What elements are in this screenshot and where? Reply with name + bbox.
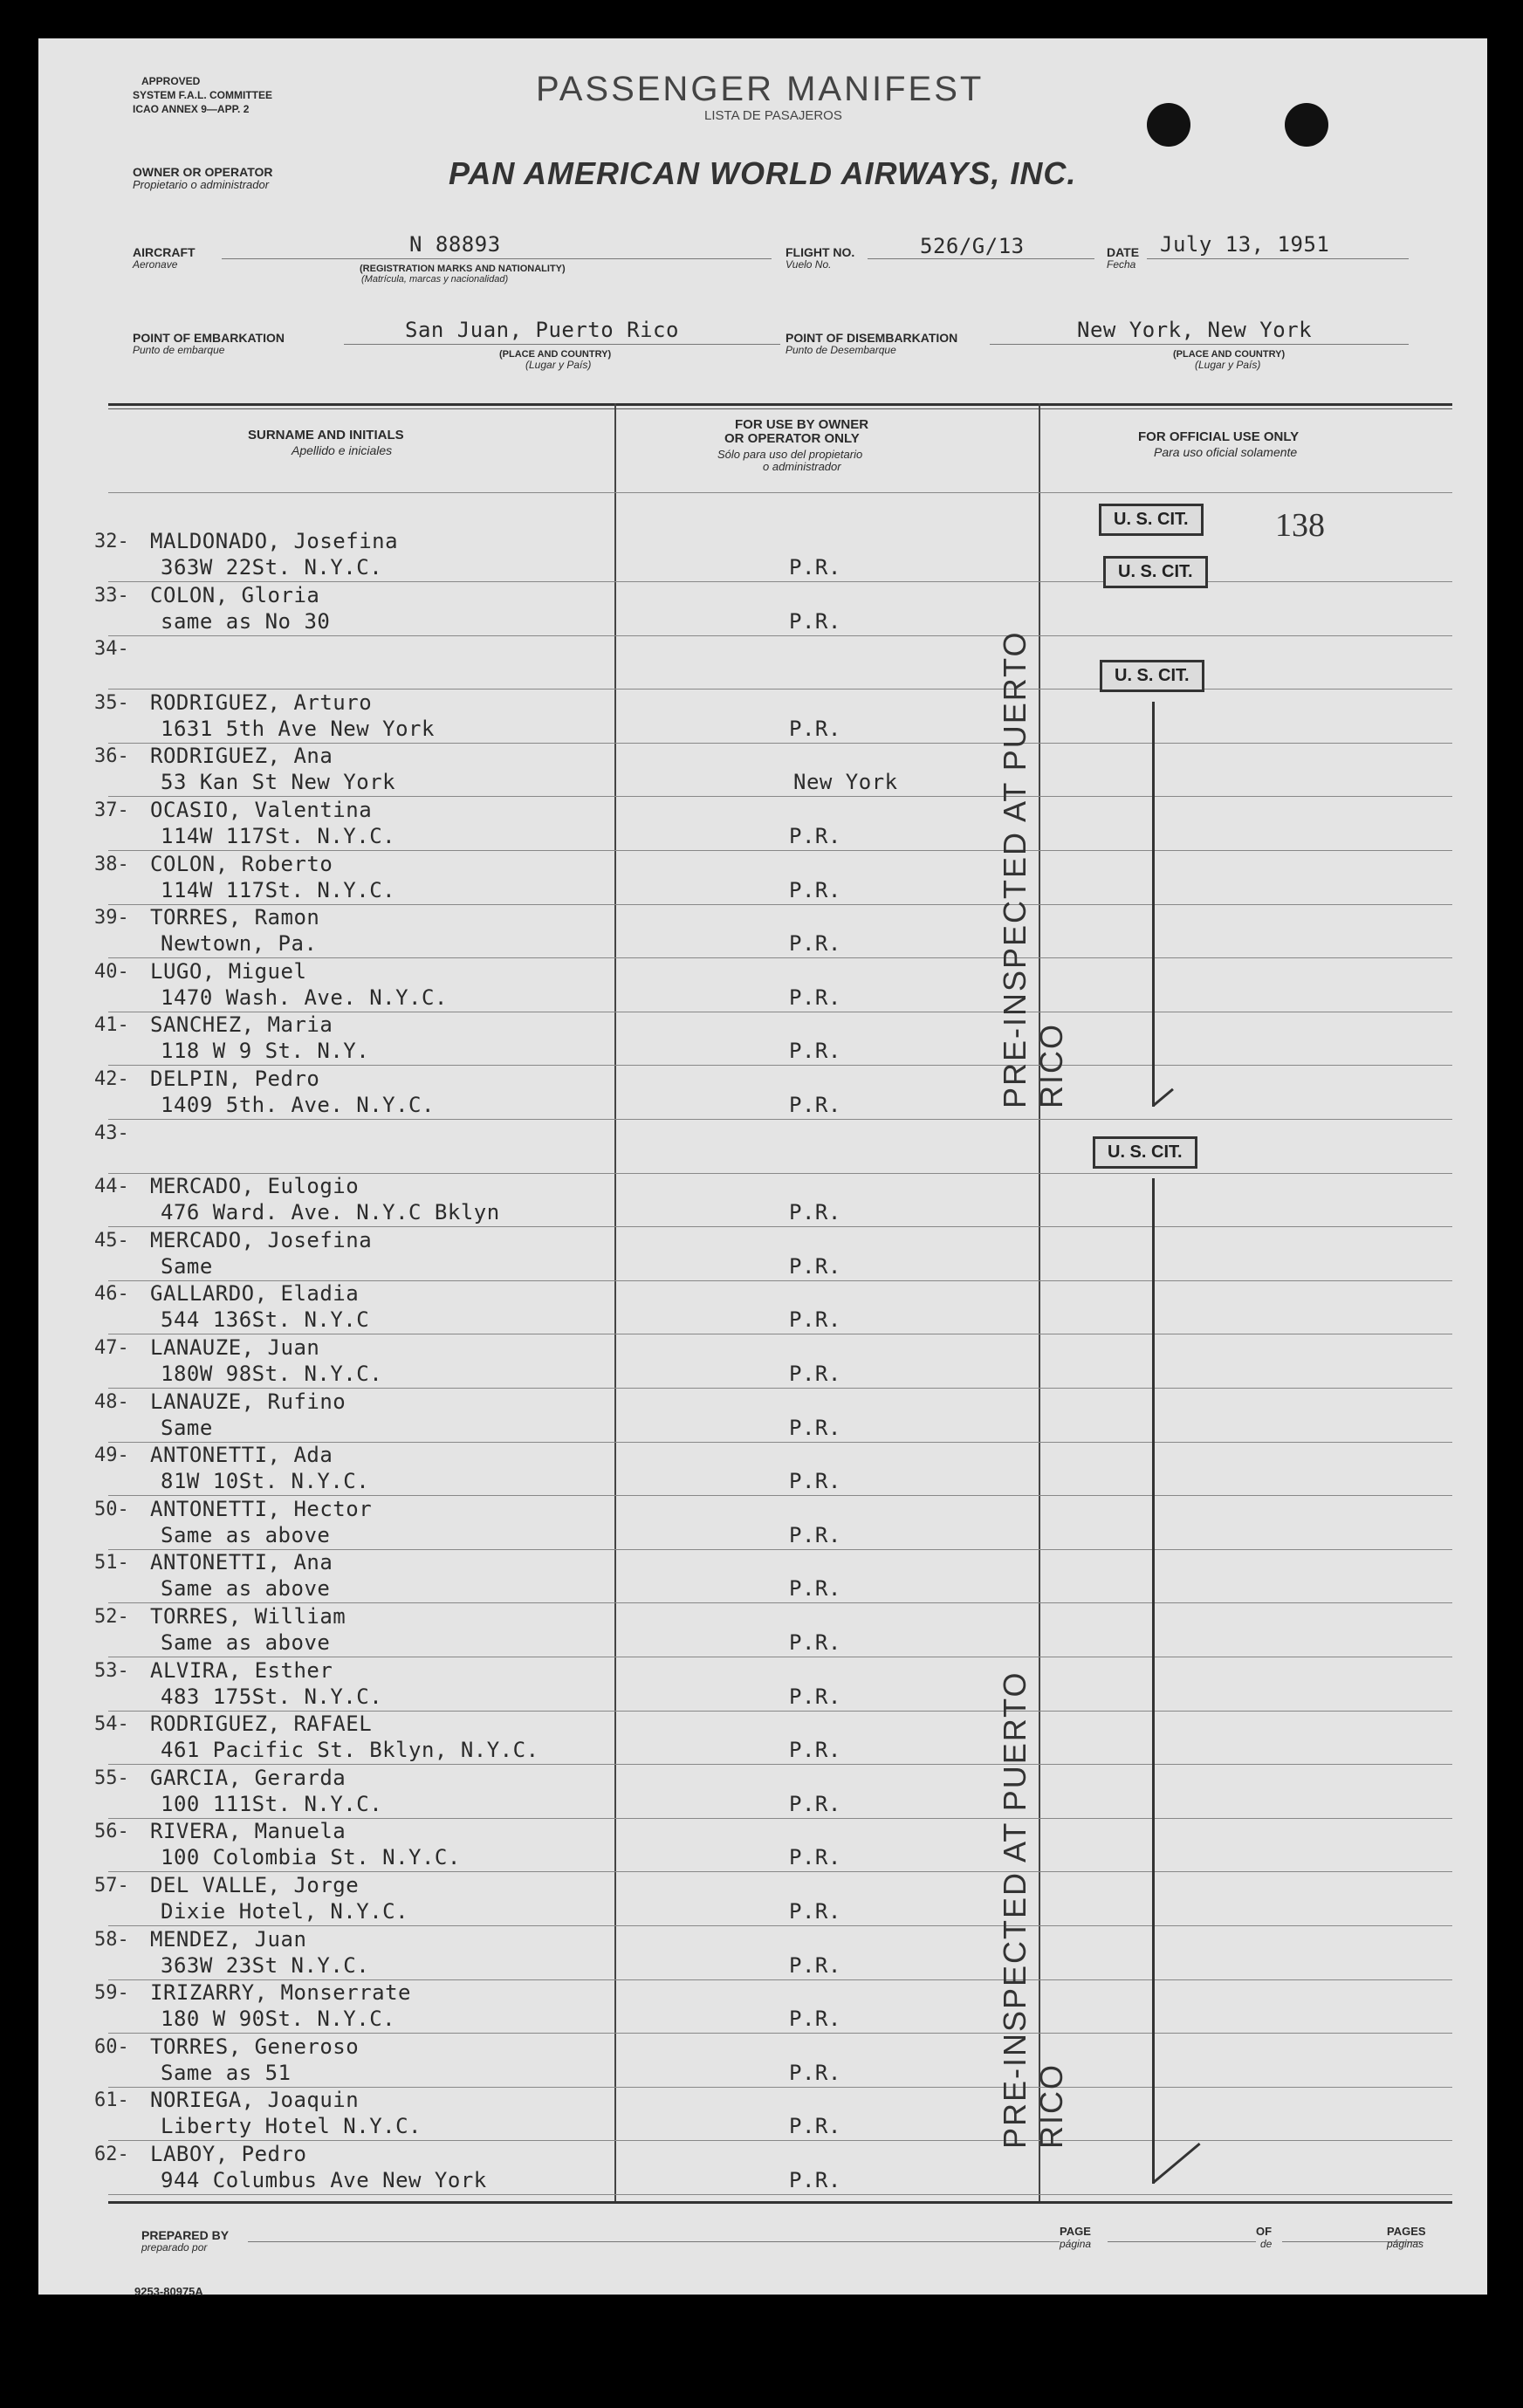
disembarkation-label-es: Punto de Desembarque xyxy=(786,344,896,356)
passenger-use: P.R. xyxy=(789,1254,841,1279)
passenger-name: ANTONETTI, Hector xyxy=(150,1497,373,1521)
date-label-es: Fecha xyxy=(1107,258,1136,271)
passenger-name: NORIEGA, Joaquin xyxy=(150,2088,360,2112)
passenger-use: P.R. xyxy=(789,1576,841,1601)
flight-label: FLIGHT NO. xyxy=(786,245,855,259)
passenger-address: 81W 10St. N.Y.C. xyxy=(161,1469,370,1493)
embarkation-label-es: Punto de embarque xyxy=(133,344,225,356)
passenger-address: 100 Colombia St. N.Y.C. xyxy=(161,1845,461,1869)
column-divider-1 xyxy=(614,403,616,2203)
passenger-use: P.R. xyxy=(789,1416,841,1440)
passenger-number: 61- xyxy=(94,2089,129,2111)
flight-underline xyxy=(868,258,1094,259)
row-rule xyxy=(108,1925,1452,1926)
count-annotation: 138 xyxy=(1275,507,1325,544)
approved-line-2: SYSTEM F.A.L. COMMITTEE xyxy=(133,89,273,101)
passenger-name: RODRIGUEZ, RAFAEL xyxy=(150,1712,373,1736)
passenger-name: TORRES, Generoso xyxy=(150,2034,360,2059)
passenger-number: 53- xyxy=(94,1660,129,1682)
passenger-number: 47- xyxy=(94,1337,129,1359)
passenger-address: Same as above xyxy=(161,1576,331,1601)
passenger-number: 40- xyxy=(94,961,129,983)
aircraft-underline xyxy=(222,258,772,259)
aircraft-label: AIRCRAFT xyxy=(133,245,196,259)
row-rule xyxy=(108,1764,1452,1765)
disembarkation-label: POINT OF DISEMBARKATION xyxy=(786,331,958,345)
passenger-number: 51- xyxy=(94,1552,129,1574)
embarkation-label: POINT OF EMBARKATION xyxy=(133,331,285,345)
us-cit-stamp-2: U. S. CIT. xyxy=(1103,556,1208,588)
passenger-use: P.R. xyxy=(789,1630,841,1655)
bracket-tick-1 xyxy=(1152,1088,1174,1108)
us-cit-stamp-4: U. S. CIT. xyxy=(1093,1136,1197,1169)
passenger-use: P.R. xyxy=(789,2114,841,2138)
passenger-address: Same as above xyxy=(161,1523,331,1547)
passenger-use: P.R. xyxy=(789,1523,841,1547)
approved-line-1: APPROVED xyxy=(141,75,201,87)
row-rule xyxy=(108,635,1452,636)
passenger-number: 36- xyxy=(94,745,129,767)
passenger-name: MENDEZ, Juan xyxy=(150,1927,307,1952)
embarkation-value: San Juan, Puerto Rico xyxy=(405,318,679,342)
passenger-number: 50- xyxy=(94,1499,129,1520)
passenger-address: 118 W 9 St. N.Y. xyxy=(161,1039,370,1063)
preinspected-stamp-2: PRE-INSPECTED AT PUERTO RICO xyxy=(997,1671,1069,2149)
of-label: OF xyxy=(1256,2225,1273,2238)
page-label-es: página xyxy=(1060,2238,1092,2250)
row-rule xyxy=(108,1871,1452,1872)
row-rule xyxy=(108,2140,1452,2141)
passenger-number: 52- xyxy=(94,1606,129,1628)
passenger-number: 46- xyxy=(94,1283,129,1305)
row-rule xyxy=(108,1226,1452,1227)
preinspected-stamp-1: PRE-INSPECTED AT PUERTO RICO xyxy=(997,630,1069,1108)
bracket-tick-2 xyxy=(1152,2143,1201,2184)
aircraft-caption-es: (Matrícula, marcas y nacionalidad) xyxy=(361,274,509,285)
passenger-use: P.R. xyxy=(789,1362,841,1386)
disembarkation-caption-es: (Lugar y País) xyxy=(1195,359,1261,371)
aircraft-caption: (REGISTRATION MARKS AND NATIONALITY) xyxy=(360,264,566,274)
header-bottom-rule xyxy=(108,492,1452,493)
col-header-official: FOR OFFICIAL USE ONLY xyxy=(1138,429,1300,444)
passenger-name: LUGO, Miguel xyxy=(150,959,307,984)
table-top-rule-2 xyxy=(108,408,1452,409)
passenger-name: ANTONETTI, Ada xyxy=(150,1443,333,1467)
passenger-address: 100 111St. N.Y.C. xyxy=(161,1792,383,1816)
passenger-address: 363W 23St N.Y.C. xyxy=(161,1953,370,1978)
owner-name: PAN AMERICAN WORLD AIRWAYS, INC. xyxy=(449,155,1077,191)
passenger-address: Newtown, Pa. xyxy=(161,931,318,956)
row-rule xyxy=(108,796,1452,797)
pages-label-es: páginas xyxy=(1387,2238,1424,2250)
passenger-name: ALVIRA, Esther xyxy=(150,1658,333,1683)
passenger-address: 483 175St. N.Y.C. xyxy=(161,1684,383,1709)
us-cit-stamp-3: U. S. CIT. xyxy=(1100,660,1204,692)
passenger-use: P.R. xyxy=(789,1200,841,1225)
passenger-address: Same as above xyxy=(161,1630,331,1655)
manifest-sheet xyxy=(38,38,1487,2298)
col-header-owner-use-es-1: Sólo para uso del propietario xyxy=(717,448,863,461)
passenger-number: 34- xyxy=(94,638,129,660)
passenger-number: 33- xyxy=(94,585,129,607)
col-header-surname: SURNAME AND INITIALS xyxy=(248,428,404,442)
passenger-address: 476 Ward. Ave. N.Y.C Bklyn xyxy=(161,1200,500,1225)
col-header-owner-use-2: OR OPERATOR ONLY xyxy=(724,431,860,446)
flight-value: 526/G/13 xyxy=(920,234,1025,258)
bracket-line-1 xyxy=(1152,702,1155,1107)
passenger-name: RODRIGUEZ, Arturo xyxy=(150,690,373,715)
col-header-owner-use-1: FOR USE BY OWNER xyxy=(735,417,869,432)
row-rule xyxy=(108,957,1452,958)
passenger-name: GARCIA, Gerarda xyxy=(150,1766,346,1790)
passenger-name: OCASIO, Valentina xyxy=(150,798,373,822)
passenger-number: 56- xyxy=(94,1821,129,1842)
passenger-use: New York xyxy=(793,770,898,794)
passenger-address: 944 Columbus Ave New York xyxy=(161,2168,487,2192)
passenger-use: P.R. xyxy=(789,1845,841,1869)
row-rule xyxy=(108,2033,1452,2034)
passenger-name: IRIZARRY, Monserrate xyxy=(150,1980,411,2005)
flight-label-es: Vuelo No. xyxy=(786,258,832,271)
passenger-use: P.R. xyxy=(789,609,841,634)
passenger-name: TORRES, William xyxy=(150,1604,346,1629)
passenger-address: 180 W 90St. N.Y.C. xyxy=(161,2007,396,2031)
table-bottom-rule xyxy=(108,2201,1452,2204)
embarkation-caption-es: (Lugar y País) xyxy=(525,359,592,371)
passenger-number: 37- xyxy=(94,799,129,821)
passenger-number: 42- xyxy=(94,1068,129,1090)
passenger-number: 55- xyxy=(94,1767,129,1789)
passenger-address: Dixie Hotel, N.Y.C. xyxy=(161,1899,409,1924)
passenger-use: P.R. xyxy=(789,1738,841,1762)
us-cit-stamp-1: U. S. CIT. xyxy=(1099,504,1204,536)
page-line xyxy=(1108,2241,1256,2242)
row-rule xyxy=(108,1065,1452,1066)
passenger-number: 54- xyxy=(94,1713,129,1735)
col-header-owner-use-es-2: o administrador xyxy=(763,460,841,473)
passenger-address: 114W 117St. N.Y.C. xyxy=(161,824,396,848)
passenger-address: 461 Pacific St. Bklyn, N.Y.C. xyxy=(161,1738,539,1762)
passenger-address: Same as 51 xyxy=(161,2061,292,2085)
col-header-official-es: Para uso oficial solamente xyxy=(1154,445,1298,459)
passenger-use: P.R. xyxy=(789,2061,841,2085)
row-rule xyxy=(108,1602,1452,1603)
passenger-name: RIVERA, Manuela xyxy=(150,1819,346,1843)
passenger-use: P.R. xyxy=(789,2168,841,2192)
punch-hole-right xyxy=(1285,103,1328,147)
passenger-use: P.R. xyxy=(789,1307,841,1332)
passenger-name: COLON, Gloria xyxy=(150,583,320,607)
aircraft-value: N 88893 xyxy=(409,232,501,257)
passenger-use: P.R. xyxy=(789,1039,841,1063)
page-title: PASSENGER MANIFEST xyxy=(536,70,984,108)
prepared-by-line xyxy=(248,2241,1060,2242)
passenger-use: P.R. xyxy=(789,1093,841,1117)
passenger-address: 1470 Wash. Ave. N.Y.C. xyxy=(161,985,448,1010)
passenger-name: MERCADO, Eulogio xyxy=(150,1174,360,1198)
passenger-number: 44- xyxy=(94,1176,129,1197)
passenger-number: 60- xyxy=(94,2036,129,2058)
of-label-es: de xyxy=(1260,2238,1273,2250)
date-underline xyxy=(1147,258,1409,259)
passenger-use: P.R. xyxy=(789,1792,841,1816)
row-rule xyxy=(108,1119,1452,1120)
row-rule xyxy=(108,581,1452,582)
passenger-use: P.R. xyxy=(789,824,841,848)
col-header-surname-es: Apellido e iniciales xyxy=(292,443,393,457)
passenger-number: 39- xyxy=(94,907,129,929)
passenger-use: P.R. xyxy=(789,1953,841,1978)
passenger-address: 180W 98St. N.Y.C. xyxy=(161,1362,383,1386)
passenger-use: P.R. xyxy=(789,1899,841,1924)
passenger-address: same as No 30 xyxy=(161,609,331,634)
passenger-number: 48- xyxy=(94,1391,129,1413)
passenger-address: 363W 22St. N.Y.C. xyxy=(161,555,383,580)
passenger-number: 43- xyxy=(94,1122,129,1144)
passenger-number: 49- xyxy=(94,1444,129,1466)
disembarkation-underline xyxy=(990,344,1409,345)
disembarkation-value: New York, New York xyxy=(1077,318,1313,342)
passenger-use: P.R. xyxy=(789,931,841,956)
pages-label: PAGES xyxy=(1387,2225,1426,2238)
row-rule xyxy=(108,1495,1452,1496)
embarkation-caption: (PLACE AND COUNTRY) xyxy=(499,349,612,360)
row-rule xyxy=(108,850,1452,851)
embarkation-underline xyxy=(344,344,780,345)
passenger-number: 41- xyxy=(94,1014,129,1036)
passenger-number: 32- xyxy=(94,531,129,552)
passenger-use: P.R. xyxy=(789,878,841,902)
passenger-address: 1631 5th Ave New York xyxy=(161,717,435,741)
passenger-use: P.R. xyxy=(789,1469,841,1493)
passenger-number: 62- xyxy=(94,2144,129,2165)
passenger-number: 35- xyxy=(94,692,129,714)
disembarkation-caption: (PLACE AND COUNTRY) xyxy=(1173,349,1286,360)
passenger-name: LABOY, Pedro xyxy=(150,2142,307,2166)
passenger-address: Liberty Hotel N.Y.C. xyxy=(161,2114,422,2138)
date-label: DATE xyxy=(1107,245,1140,259)
prepared-by-label: PREPARED BY xyxy=(141,2228,230,2242)
passenger-name: COLON, Roberto xyxy=(150,852,333,876)
passenger-name: ANTONETTI, Ana xyxy=(150,1550,333,1574)
owner-label: OWNER OR OPERATOR xyxy=(133,165,273,179)
page-subtitle: LISTA DE PASAJEROS xyxy=(704,108,842,123)
passenger-name: LANAUZE, Rufino xyxy=(150,1389,346,1414)
passenger-name: DELPIN, Pedro xyxy=(150,1067,320,1091)
punch-hole-left xyxy=(1147,103,1190,147)
passenger-address: 53 Kan St New York xyxy=(161,770,396,794)
aircraft-label-es: Aeronave xyxy=(133,258,178,271)
passenger-name: DEL VALLE, Jorge xyxy=(150,1873,360,1897)
prepared-by-label-es: preparado por xyxy=(141,2241,208,2254)
passenger-name: TORRES, Ramon xyxy=(150,905,320,930)
passenger-address: Same xyxy=(161,1416,213,1440)
table-top-rule xyxy=(108,403,1452,406)
passenger-address: 1409 5th. Ave. N.Y.C. xyxy=(161,1093,435,1117)
passenger-use: P.R. xyxy=(789,717,841,741)
passenger-use: P.R. xyxy=(789,2007,841,2031)
passenger-number: 57- xyxy=(94,1875,129,1897)
approved-line-3: ICAO ANNEX 9—APP. 2 xyxy=(133,103,250,115)
owner-label-es: Propietario o administrador xyxy=(133,178,270,191)
passenger-number: 59- xyxy=(94,1982,129,2004)
passenger-address: 544 136St. N.Y.C xyxy=(161,1307,370,1332)
passenger-name: LANAUZE, Juan xyxy=(150,1335,320,1360)
page-label: PAGE xyxy=(1060,2225,1091,2238)
date-value: July 13, 1951 xyxy=(1160,232,1330,257)
passenger-name: MALDONADO, Josefina xyxy=(150,529,399,553)
row-rule xyxy=(108,2194,1452,2195)
passenger-number: 45- xyxy=(94,1230,129,1252)
form-number: 9253-80975A xyxy=(134,2285,203,2298)
row-rule xyxy=(108,1388,1452,1389)
passenger-name: SANCHEZ, Maria xyxy=(150,1012,333,1037)
passenger-number: 58- xyxy=(94,1929,129,1951)
passenger-name: GALLARDO, Eladia xyxy=(150,1281,360,1306)
passenger-use: P.R. xyxy=(789,1684,841,1709)
passenger-use: P.R. xyxy=(789,555,841,580)
passenger-use: P.R. xyxy=(789,985,841,1010)
passenger-number: 38- xyxy=(94,854,129,875)
passenger-name: RODRIGUEZ, Ana xyxy=(150,744,333,768)
passenger-name: MERCADO, Josefina xyxy=(150,1228,373,1252)
bracket-line-2 xyxy=(1152,1178,1155,2184)
passenger-address: Same xyxy=(161,1254,213,1279)
passenger-address: 114W 117St. N.Y.C. xyxy=(161,878,396,902)
